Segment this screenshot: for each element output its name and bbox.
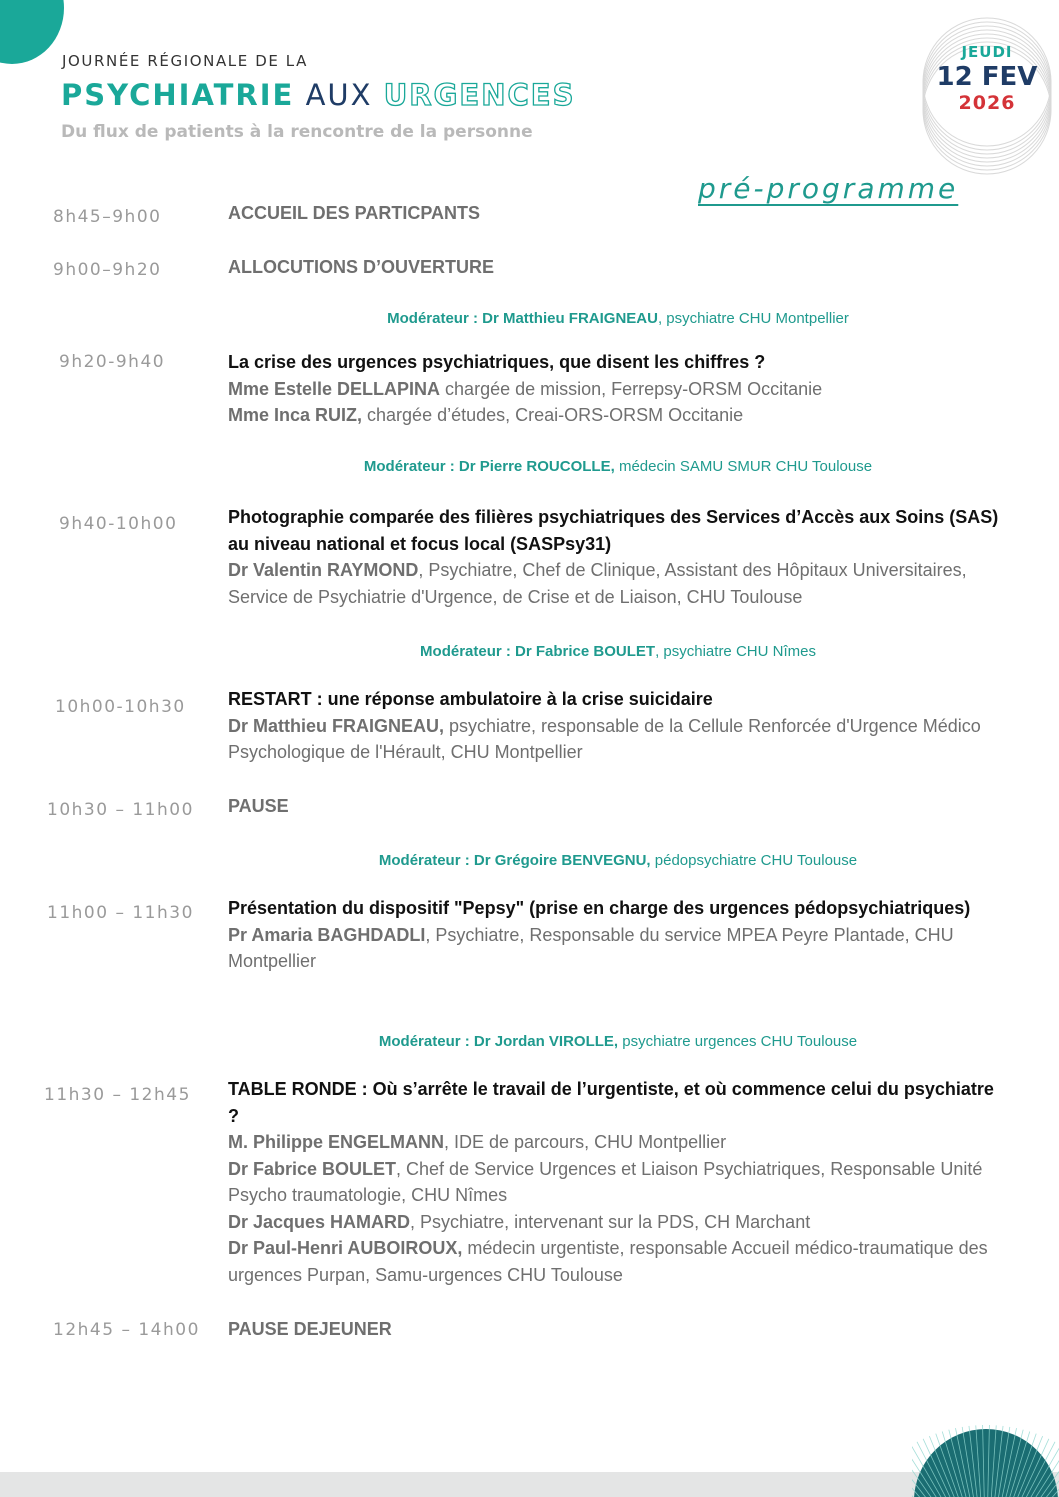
session-title: RESTART : une réponse ambulatoire à la crise suicidaire: [228, 689, 713, 709]
title-aux: AUX: [305, 78, 373, 112]
session-pause-dejeuner: [228, 1316, 1008, 1343]
session-title: La crise des urgences psychiatriques, que disent les chiffres ?: [228, 352, 766, 372]
speaker: [228, 1235, 1008, 1288]
session-title: ALLOCUTIONS D’OUVERTURE: [228, 257, 495, 277]
session-table-ronde: [228, 1076, 1008, 1288]
moderator-role: médecin SAMU SMUR CHU Toulouse: [614, 458, 873, 475]
speaker: [228, 713, 1008, 766]
time-slot: 10h30 – 11h00: [47, 800, 194, 820]
moderator-line: [228, 1033, 1008, 1050]
date-year: 2026: [958, 92, 1016, 114]
time-slot: 11h00 – 11h30: [47, 903, 194, 923]
speaker: [228, 1209, 1008, 1236]
moderator-line: [228, 310, 1008, 327]
session-title: PAUSE DEJEUNER: [228, 1319, 392, 1339]
moderator-role: psychiatre urgences CHU Toulouse: [618, 1033, 858, 1050]
moderator-name: Modérateur : Dr Grégoire BENVEGNU,: [378, 852, 651, 869]
date-day: JEUDI: [961, 43, 1013, 61]
speaker-name: Pr Amaria BAGHDADLI: [228, 924, 426, 945]
speaker: [228, 557, 1008, 610]
speaker-role: , IDE de parcours, CHU Montpellier: [444, 1132, 727, 1152]
session-photographie-sas: [228, 504, 1008, 610]
title-psychiatrie: PSYCHIATRIE: [61, 78, 295, 112]
footer-bar: [0, 1472, 1059, 1497]
moderator-name: Modérateur : Dr Matthieu FRAIGNEAU: [387, 310, 658, 327]
session-accueil: [228, 200, 1008, 227]
session-title: ACCUEIL DES PARTICPANTS: [228, 203, 481, 223]
speaker-name: Dr Jacques HAMARD: [228, 1211, 411, 1232]
session-restart: [228, 686, 1008, 766]
session-crise-chiffres: [228, 349, 1008, 429]
corner-decoration: [0, 0, 64, 64]
fan-decoration: [912, 1425, 1059, 1497]
time-slot: 10h00-10h30: [55, 697, 186, 717]
event-subtitle: Du flux de patients à la rencontre de la personne: [61, 122, 533, 142]
speaker-role: , Psychiatre, intervenant sur la PDS, CH Marchant: [410, 1211, 811, 1232]
speaker-role: , Chef de Service Urgences et Liaison Psychiatriques, Responsable Unité Psycho traumatologie, CHU Nîmes: [228, 1158, 983, 1205]
speaker-role: psychiatre, responsable de la Cellule Renforcée d'Urgence Médico Psychologique de l'Hérault, CHU Montpellier: [228, 715, 981, 762]
speaker-name: Dr Paul-Henri AUBOIROUX,: [228, 1238, 463, 1258]
speaker-name: Dr Valentin RAYMOND: [228, 560, 419, 580]
moderator-line: [228, 852, 1008, 869]
moderator-line: [228, 458, 1008, 475]
speaker: [228, 402, 1008, 429]
session-pepsy: [228, 895, 1008, 975]
speaker-name: M. Philippe ENGELMANN: [228, 1132, 444, 1152]
moderator-role: pédopsychiatre CHU Toulouse: [650, 852, 858, 869]
date-main: 12 FEV: [936, 62, 1038, 92]
title-urgences: URGENCES: [383, 78, 576, 112]
speaker-role: , Psychiatre, Chef de Clinique, Assistant des Hôpitaux Universitaires, Service de Psychiatrie d'Urgence, de Crise et de Liaison, CHU Toulouse: [228, 560, 967, 607]
session-title: TABLE RONDE : Où s’arrête le travail de l’urgentiste, et où commence celui du psychiatre ?: [228, 1079, 994, 1126]
speaker-role: chargée de mission, Ferrepsy-ORSM Occitanie: [440, 378, 823, 399]
preprogramme-heading: pré-programme: [698, 172, 959, 205]
time-slot: 9h40-10h00: [59, 514, 178, 534]
moderator-role: , psychiatre CHU Montpellier: [657, 310, 849, 327]
session-title: Photographie comparée des filières psychiatriques des Services d’Accès aux Soins (SAS) au niveau national et focus local (SASPsy31): [228, 507, 999, 554]
event-line: JOURNÉE RÉGIONALE DE LA: [62, 52, 308, 70]
date-badge: [921, 10, 1055, 178]
speaker-name: Dr Fabrice BOULET: [228, 1158, 397, 1179]
moderator-role: , psychiatre CHU Nîmes: [655, 643, 816, 660]
session-title: Présentation du dispositif "Pepsy" (prise en charge des urgences pédopsychiatriques): [228, 898, 971, 918]
speaker-name: Mme Inca RUIZ,: [228, 405, 363, 425]
moderator-name: Modérateur : Dr Fabrice BOULET: [420, 643, 656, 660]
speaker: [228, 922, 1008, 975]
speaker-role: , Psychiatre, Responsable du service MPEA Peyre Plantade, CHU Montpellier: [228, 924, 954, 971]
session-title: PAUSE: [228, 796, 289, 816]
event-title: [61, 78, 575, 112]
time-slot: 12h45 – 14h00: [53, 1320, 200, 1340]
speaker-role: médecin urgentiste, responsable Accueil médico-traumatique des urgences Purpan, Samu-urgences CHU Toulouse: [228, 1238, 988, 1285]
time-slot: 9h20-9h40: [59, 352, 166, 372]
session-allocutions: [228, 254, 1008, 281]
time-slot: 8h45–9h00: [53, 207, 162, 227]
speaker: [228, 1129, 1008, 1156]
session-pause: [228, 793, 1008, 820]
moderator-name: Modérateur : Dr Jordan VIROLLE,: [378, 1033, 619, 1050]
speaker-name: Dr Matthieu FRAIGNEAU,: [228, 715, 444, 736]
speaker-role: chargée d’études, Creai-ORS-ORSM Occitanie: [362, 405, 744, 425]
moderator-line: [228, 643, 1008, 660]
speaker-name: Mme Estelle DELLAPINA: [228, 378, 441, 399]
speaker: [228, 1156, 1008, 1209]
time-slot: 11h30 – 12h45: [44, 1085, 191, 1105]
moderator-name: Modérateur : Dr Pierre ROUCOLLE,: [363, 458, 615, 475]
time-slot: 9h00–9h20: [53, 260, 162, 280]
speaker: [228, 376, 1008, 403]
